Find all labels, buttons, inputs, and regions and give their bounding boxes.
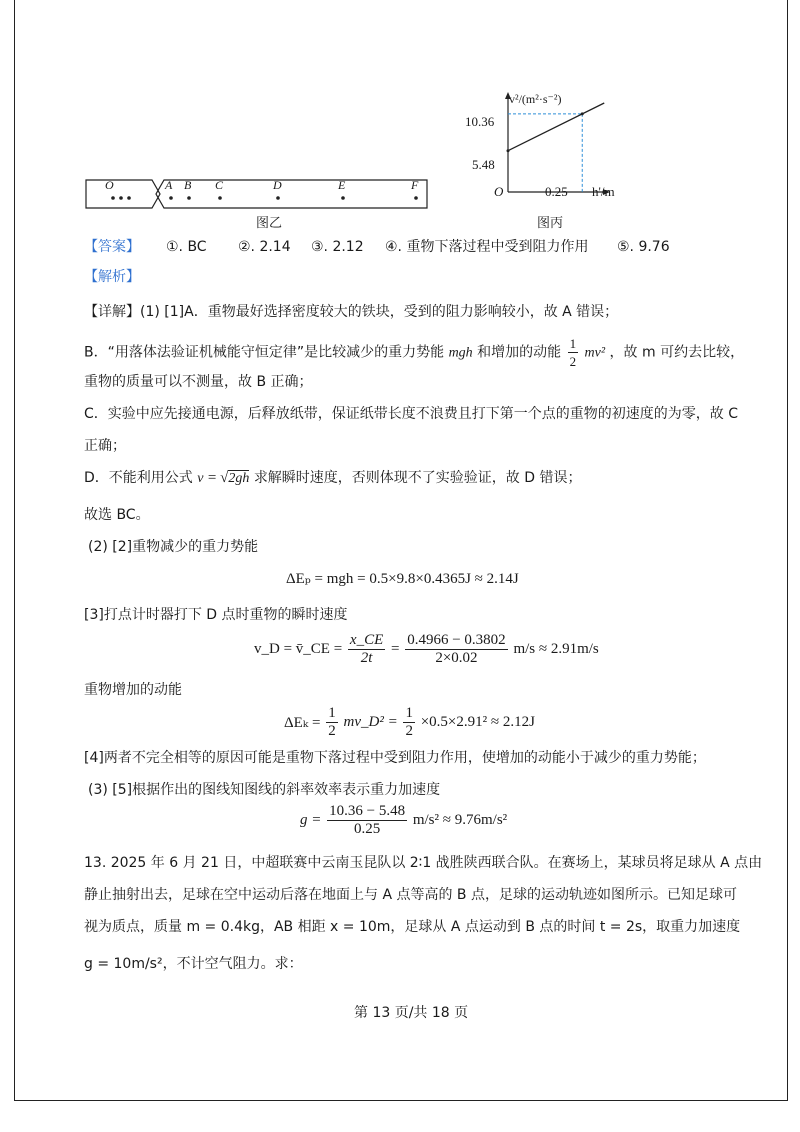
question-line: 静止抽射出去，足球在空中运动后落在地面上与 A 点等高的 B 点，足球的运动轨迹如图所示。已知足球可 [84, 887, 737, 903]
formula-segment: ΔEₖ = [284, 715, 321, 731]
formula-mv2: mv² [584, 345, 606, 361]
formula-2gh: 2gh [228, 471, 250, 486]
tape-dot [276, 196, 280, 200]
fraction-numerator: x_CE [349, 632, 384, 648]
paragraph: C．实验中应先接通电源，后释放纸带，保证纸带长度不浪费且打下第一个点的重物的初速度的为零，故 C [84, 406, 738, 422]
text-segment: 求解瞬时速度，否则体现不了实验验证，故 D 错误； [253, 470, 582, 486]
formula-segment: g = [300, 812, 322, 828]
tape-label-e: E [338, 178, 346, 192]
tape-dot [218, 196, 222, 200]
paragraph: [4]两者不完全相等的原因可能是重物下落过程中受到阻力作用，使增加的动能小于减少的重力势能； [84, 750, 706, 766]
fraction-half: $\frac{1}{2}$ [328, 705, 336, 739]
answer-item: ④. 重物下落过程中受到阻力作用 [385, 239, 589, 255]
paragraph: 正确； [84, 438, 126, 454]
equation-velocity: v_D = v̄_CE = $\frac{x\_CE}{2t}$ = $\frac{0.4966 - 0.3802}{2\times 0.02}$ m/s ≈ 2.91m/s [254, 632, 599, 666]
fraction-denominator: 2×0.02 [435, 650, 478, 666]
page-footer: 第 13 页/共 18 页 [354, 1005, 469, 1021]
data-line [508, 103, 604, 151]
answer-item: ③. 2.12 [311, 239, 364, 255]
question-line: 视为质点，质量 m = 0.4kg，AB 相距 x = 10m，足球从 A 点运动到 B 点的时间 t = 2s，取重力加速度 [84, 919, 741, 935]
formula-segment: ×0.5×2.91² ≈ 2.12J [420, 714, 535, 730]
text-segment: B．“用落体法验证机械能守恒定律”是比较减少的重力势能 [84, 344, 445, 361]
graph-origin: O [494, 184, 504, 199]
tape-dot [414, 196, 418, 200]
fraction-xce [348, 632, 385, 667]
text-segment: 和增加的动能 [477, 344, 562, 361]
equation-potential-energy: ΔEₚ = mgh = 0.5×9.8×0.4365J ≈ 2.14J [286, 571, 519, 587]
graph-y-tick-low: 5.48 [472, 157, 495, 172]
graph-y-tick-high: 10.36 [465, 114, 495, 129]
formula-v: v [197, 471, 204, 486]
data-point-start [507, 149, 510, 152]
fraction-denominator: 0.25 [353, 821, 381, 837]
graph-x-label: h'/m [592, 184, 615, 199]
fraction-values [405, 632, 507, 667]
formula-segment: v_D = v̄_CE = [254, 641, 343, 657]
tape-dot [119, 196, 123, 200]
equation-kinetic-energy [284, 705, 535, 740]
paragraph: [3]打点计时器打下 D 点时重物的瞬时速度 [84, 607, 348, 623]
tape-label-b: B [184, 178, 192, 192]
formula-segment: m/s² ≈ 9.76m/s² [412, 812, 508, 828]
graph-x-tick: 0.25 [545, 184, 568, 199]
tape-dot [127, 196, 131, 200]
tape-label-o: O [105, 178, 114, 192]
tape-label-f: F [411, 178, 419, 192]
text-segment: ，故 m 可约去比较， [609, 344, 745, 361]
graph-y-label: v²/(m²·s⁻²) [509, 92, 562, 106]
tape-label-c: C [215, 178, 224, 192]
question-line: 13. 2025 年 6 月 21 日，中超联赛中云南玉昆队以 2∶1 战胜陕西联合队。在赛场上，某球员将足球从 A 点由 [84, 855, 763, 871]
formula-segment: m/s ≈ 2.91m/s [513, 641, 599, 657]
formula-mgh: mgh [448, 345, 473, 361]
tape-label-d: D [273, 178, 282, 192]
data-point-end [581, 112, 584, 115]
paragraph: 重物增加的动能 [84, 682, 182, 698]
tape-dot [169, 196, 173, 200]
tape-dot [341, 196, 345, 200]
paragraph: 重物的质量可以不测量，故 B 正确； [84, 374, 313, 390]
fraction-denominator: 2t [360, 650, 373, 666]
tape-label-a: A [165, 178, 173, 192]
paragraph-formula-d: D．不能利用公式 v = √2gh 求解瞬时速度，否则体现不了实验验证，故 D 错误； [84, 470, 582, 486]
tape-dot [187, 196, 191, 200]
graph-caption: 图丙 [537, 216, 564, 231]
answer-label: 【答案】 [84, 239, 140, 255]
fraction-numerator: 0.4966 − 0.3802 [407, 632, 506, 648]
text-segment: D．不能利用公式 [84, 470, 193, 486]
paragraph: 故选 BC。 [84, 507, 150, 523]
paragraph-energy [84, 335, 744, 370]
question-line: g = 10m/s²，不计空气阻力。求： [84, 956, 303, 972]
answer-item: ②. 2.14 [238, 239, 291, 255]
fraction-half: $\frac{1}{2}$ [569, 336, 577, 369]
v2-h-graph [500, 92, 610, 196]
tape-caption: 图乙 [256, 216, 283, 231]
formula-segment: mv_D² = [343, 714, 398, 730]
fraction-numerator: 10.36 − 5.48 [329, 803, 406, 819]
answer-item: ①. BC [166, 239, 207, 255]
paragraph: (2) [2]重物减少的重力势能 [88, 539, 259, 555]
fraction-slope [327, 803, 407, 838]
tape-dot [111, 196, 115, 200]
paragraph: (3) [5]根据作出的图线知图线的斜率效率表示重力加速度 [88, 782, 441, 798]
fraction-half: $\frac{1}{2}$ [405, 705, 413, 739]
equation-gravity [300, 803, 507, 838]
answer-item: ⑤. 9.76 [617, 239, 670, 255]
analysis-label: 【解析】 [84, 269, 140, 285]
paragraph: 【详解】(1) [1]A．重物最好选择密度较大的铁块，受到的阻力影响较小，故 A 错误； [84, 304, 619, 320]
paper-tape [82, 176, 432, 212]
